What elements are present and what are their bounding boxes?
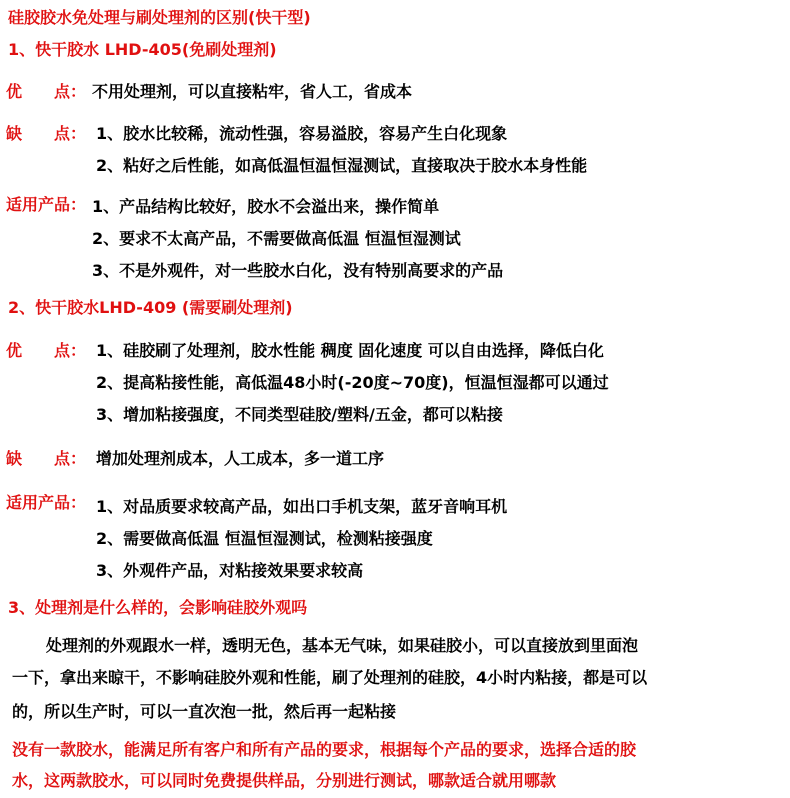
s1-apps-item: 2、要求不太高产品，不需要做高低温 恒温恒湿测试 xyxy=(92,229,461,248)
s1-apps-label: 适用产品： xyxy=(6,195,87,214)
s3-paragraph-line: 一下，拿出来晾干，不影响硅胶外观和性能，刷了处理剂的硅胶，4小时内粘接，都是可以 xyxy=(12,668,648,687)
s3-paragraph-line: 的，所以生产时，可以一直次泡一批，然后再一起粘接 xyxy=(12,702,397,721)
s1-cons-item: 2、粘好之后性能，如高低温恒温恒湿测试，直接取决于胶水本身性能 xyxy=(96,156,588,175)
s1-cons-item: 1、胶水比较稀，流动性强，容易溢胶，容易产生白化现象 xyxy=(96,124,508,143)
s2-apps-item: 1、对品质要求较高产品，如出口手机支架，蓝牙音响耳机 xyxy=(96,497,508,516)
s2-cons-label: 缺 点： xyxy=(6,449,87,468)
s2-pros-item: 2、提高粘接性能，高低温48小时(-20度~70度)，恒温恒湿都可以通过 xyxy=(96,373,609,392)
s3-paragraph-line: 处理剂的外观跟水一样，透明无色，基本无气味，如果硅胶小，可以直接放到里面泡 xyxy=(46,636,639,655)
s2-pros-label: 优 点： xyxy=(6,341,87,360)
s2-cons-item: 增加处理剂成本，人工成本，多一道工序 xyxy=(96,449,385,468)
s2-pros-item: 1、硅胶刷了处理剂，胶水性能 稠度 固化速度 可以自由选择，降低白化 xyxy=(96,341,604,360)
s2-pros-item: 3、增加粘接强度，不同类型硅胶/塑料/五金，都可以粘接 xyxy=(96,405,503,424)
s1-apps-item: 3、不是外观件，对一些胶水白化，没有特别高要求的产品 xyxy=(92,261,504,280)
s2-apps-label: 适用产品： xyxy=(6,493,87,512)
s1-pros-item: 不用处理剂，可以直接粘牢，省人工，省成本 xyxy=(92,82,413,101)
s1-apps-item: 1、产品结构比较好，胶水不会溢出来，操作简单 xyxy=(92,197,440,216)
s2-apps-item: 3、外观件产品，对粘接效果要求较高 xyxy=(96,561,364,580)
section-3-heading: 3、处理剂是什么样的，会影响硅胶外观吗 xyxy=(8,598,308,617)
closing-line: 没有一款胶水，能满足所有客户和所有产品的要求，根据每个产品的要求，选择合适的胶 xyxy=(12,740,637,759)
closing-line: 水，这两款胶水，可以同时免费提供样品，分别进行测试，哪款适合就用哪款 xyxy=(12,771,557,790)
section-2-heading: 2、快干胶水LHD-409 (需要刷处理剂) xyxy=(8,298,293,317)
section-1-heading: 1、快干胶水 LHD-405(免刷处理剂) xyxy=(8,40,277,59)
s1-cons-label: 缺 点： xyxy=(6,124,87,143)
page-title: 硅胶胶水免处理与刷处理剂的区别(快干型) xyxy=(8,8,311,27)
s1-pros-label: 优 点： xyxy=(6,82,87,101)
s2-apps-item: 2、需要做高低温 恒温恒湿测试，检测粘接强度 xyxy=(96,529,433,548)
